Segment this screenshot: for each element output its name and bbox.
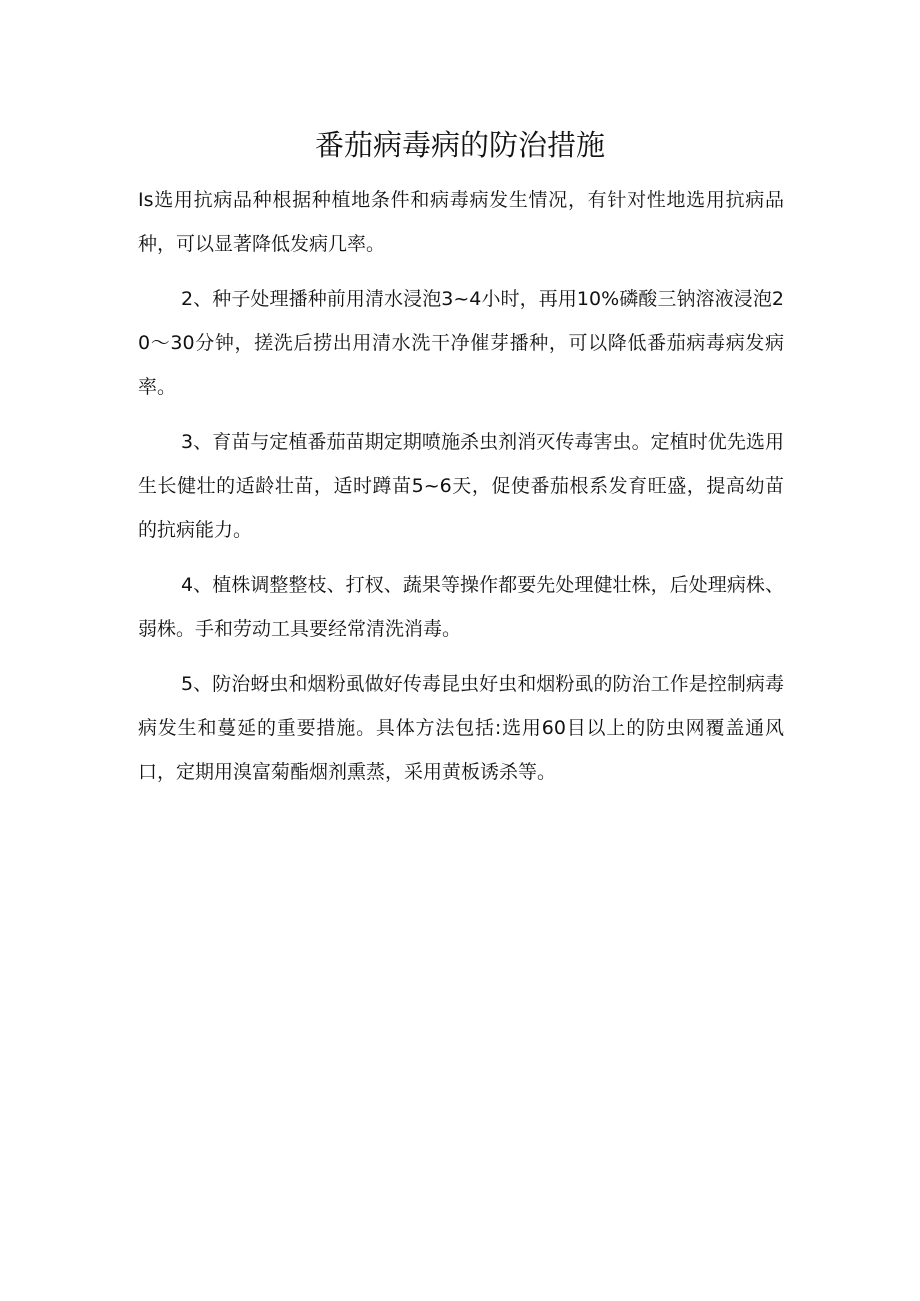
document-title: 番茄病毒病的防治措施 (314, 128, 605, 162)
paragraph-1: Is选用抗病品种根据种植地条件和病毒病发生情况，有针对性地选用抗病品种，可以显著降低发病几率。 (138, 189, 784, 255)
paragraph-5: 5、防治蚜虫和烟粉虱做好传毒昆虫好虫和烟粉虱的防治工作是控制病毒病发生和蔓延的重要措施。具体方法包括:选用60目以上的防虫网覆盖通风口，定期用溴富菊酯烟剂熏蒸，采用黄板诱杀等。 (138, 673, 784, 783)
paragraph-4: 4、植株调整整枝、打杈、蔬果等操作都要先处理健壮株，后处理病株、弱株。手和劳动工具要经常清洗消毒。 (138, 574, 784, 640)
document-body (138, 178, 784, 805)
paragraph-3: 3、育苗与定植番茄苗期定期喷施杀虫剂消灭传毒害虫。定植时优先选用生长健壮的适龄壮苗，适时蹲苗5~6天，促使番茄根系发育旺盛，提高幼苗的抗病能力。 (138, 431, 784, 541)
paragraph-2: 2、种子处理播种前用清水浸泡3~4小时，再用10%磷酸三钠溶液浸泡20～30分钟，搓洗后捞出用清水洗干净催芽播种，可以降低番茄病毒病发病率。 (138, 288, 784, 398)
